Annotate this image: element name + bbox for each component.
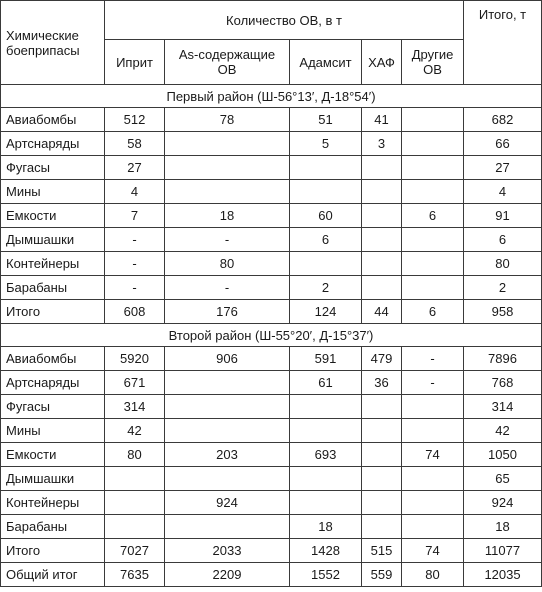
table-cell (402, 419, 464, 443)
table-cell: 60 (290, 204, 362, 228)
table-cell: 11077 (464, 539, 542, 563)
table-cell: 2209 (165, 563, 290, 587)
table-row (1, 156, 542, 180)
table-cell: - (402, 347, 464, 371)
table-row (1, 276, 542, 300)
table-row (1, 491, 542, 515)
table-cell: 2033 (165, 539, 290, 563)
table-cell: 80 (105, 443, 165, 467)
table-cell (402, 108, 464, 132)
table-cell: 6 (290, 228, 362, 252)
table-cell (290, 156, 362, 180)
table-cell: 66 (464, 132, 542, 156)
table-cell: - (105, 276, 165, 300)
table-cell (362, 252, 402, 276)
table-cell: 41 (362, 108, 402, 132)
table-cell (362, 491, 402, 515)
table-row (1, 395, 542, 419)
table-row (1, 108, 542, 132)
row-label: Барабаны (1, 515, 105, 539)
table-cell (165, 419, 290, 443)
row-label: Фугасы (1, 156, 105, 180)
table-cell: 314 (105, 395, 165, 419)
table-cell (402, 156, 464, 180)
table-cell: 44 (362, 300, 402, 324)
row-label: Дымшашки (1, 467, 105, 491)
table-cell (362, 228, 402, 252)
row-label: Контейнеры (1, 252, 105, 276)
table-cell (165, 180, 290, 204)
table-cell (362, 276, 402, 300)
table-cell: 924 (165, 491, 290, 515)
agent-header-yperite: Иприт (105, 40, 165, 85)
agent-header-other: Другие ОВ (402, 40, 464, 85)
table-cell (290, 467, 362, 491)
table-cell: 36 (362, 371, 402, 395)
table-row (1, 204, 542, 228)
table-cell (290, 180, 362, 204)
table-cell (290, 491, 362, 515)
table-row (1, 563, 542, 587)
table-cell: 6 (402, 204, 464, 228)
table-cell: 7 (105, 204, 165, 228)
row-label: Авиабомбы (1, 347, 105, 371)
table-cell: 5 (290, 132, 362, 156)
table-cell: - (165, 228, 290, 252)
table-cell (105, 491, 165, 515)
table-cell: 7027 (105, 539, 165, 563)
row-label: Авиабомбы (1, 108, 105, 132)
table-row (1, 180, 542, 204)
section-title: Второй район (Ш-55°20′, Д-15°37′) (1, 324, 542, 347)
table-cell: - (105, 228, 165, 252)
agent-header-as: As-содержащие ОВ (165, 40, 290, 85)
table-cell: 18 (464, 515, 542, 539)
table-cell: 6 (464, 228, 542, 252)
table-cell: 479 (362, 347, 402, 371)
table-cell (362, 443, 402, 467)
table-cell: 4 (464, 180, 542, 204)
row-label: Мины (1, 419, 105, 443)
row-label: Емкости (1, 443, 105, 467)
table-cell (362, 156, 402, 180)
table-cell (362, 419, 402, 443)
table-cell (290, 395, 362, 419)
table-cell: - (165, 276, 290, 300)
table-cell: - (402, 371, 464, 395)
table-cell (105, 467, 165, 491)
total-header: Итого, т (464, 1, 542, 85)
table-cell: 80 (165, 252, 290, 276)
table-cell (165, 467, 290, 491)
table-cell (290, 252, 362, 276)
table-cell: 51 (290, 108, 362, 132)
table-cell: 4 (105, 180, 165, 204)
table-cell (165, 156, 290, 180)
table-cell: 58 (105, 132, 165, 156)
row-label: Общий итог (1, 563, 105, 587)
table-cell (402, 252, 464, 276)
table-cell: 80 (402, 563, 464, 587)
munitions-header: Химические боеприпасы (1, 1, 105, 85)
table-cell: 27 (464, 156, 542, 180)
table-row (1, 467, 542, 491)
table-cell: 124 (290, 300, 362, 324)
section-row (1, 324, 542, 347)
table-cell (362, 395, 402, 419)
table-row (1, 515, 542, 539)
agent-header-haf: ХАФ (362, 40, 402, 85)
table-cell: 6 (402, 300, 464, 324)
table-cell (362, 204, 402, 228)
row-label: Барабаны (1, 276, 105, 300)
table-cell: 515 (362, 539, 402, 563)
row-label: Мины (1, 180, 105, 204)
table-cell (402, 228, 464, 252)
table-cell (402, 491, 464, 515)
row-label: Дымшашки (1, 228, 105, 252)
table-cell (362, 467, 402, 491)
table-cell: 7896 (464, 347, 542, 371)
table-cell: 5920 (105, 347, 165, 371)
table-cell: 12035 (464, 563, 542, 587)
table-cell: 80 (464, 252, 542, 276)
table-cell (362, 515, 402, 539)
table-cell (165, 395, 290, 419)
table-cell: 512 (105, 108, 165, 132)
section-title: Первый район (Ш-56°13′, Д-18°54′) (1, 85, 542, 108)
table-cell: 18 (165, 204, 290, 228)
table-cell: 176 (165, 300, 290, 324)
table-cell: 18 (290, 515, 362, 539)
table-cell: 91 (464, 204, 542, 228)
table-cell: 74 (402, 539, 464, 563)
table-cell (402, 395, 464, 419)
table-cell (105, 515, 165, 539)
table-cell (165, 371, 290, 395)
table-cell: 958 (464, 300, 542, 324)
table-row (1, 132, 542, 156)
table-cell (402, 180, 464, 204)
table-cell: 682 (464, 108, 542, 132)
table-cell (362, 180, 402, 204)
table-row (1, 300, 542, 324)
table-cell: 591 (290, 347, 362, 371)
table-cell: 608 (105, 300, 165, 324)
row-label: Артснаряды (1, 371, 105, 395)
table-cell (165, 515, 290, 539)
section-row (1, 85, 542, 108)
row-label: Итого (1, 539, 105, 563)
table-cell: 1050 (464, 443, 542, 467)
table-cell (402, 515, 464, 539)
table-cell: 2 (290, 276, 362, 300)
table-cell: 74 (402, 443, 464, 467)
table-cell: 693 (290, 443, 362, 467)
table-cell (402, 276, 464, 300)
table-cell: 671 (105, 371, 165, 395)
table-cell (402, 467, 464, 491)
row-label: Итого (1, 300, 105, 324)
row-label: Емкости (1, 204, 105, 228)
agent-header-adamsite: Адамсит (290, 40, 362, 85)
table-row (1, 539, 542, 563)
table-row (1, 347, 542, 371)
table-cell: 1428 (290, 539, 362, 563)
quantity-header: Количество ОВ, в т (105, 1, 464, 40)
row-label: Фугасы (1, 395, 105, 419)
table-row (1, 419, 542, 443)
table-row (1, 252, 542, 276)
table-cell: 2 (464, 276, 542, 300)
table-row (1, 228, 542, 252)
table-cell: 314 (464, 395, 542, 419)
table-cell (290, 419, 362, 443)
table-cell: 1552 (290, 563, 362, 587)
table-cell (165, 132, 290, 156)
table-row (1, 443, 542, 467)
table-cell: 768 (464, 371, 542, 395)
table-cell: 42 (105, 419, 165, 443)
table-cell: 61 (290, 371, 362, 395)
table-cell: 65 (464, 467, 542, 491)
table-cell: 78 (165, 108, 290, 132)
table-cell: 906 (165, 347, 290, 371)
table-cell: 3 (362, 132, 402, 156)
row-label: Контейнеры (1, 491, 105, 515)
table-cell: 203 (165, 443, 290, 467)
table-cell: - (105, 252, 165, 276)
table-cell: 7635 (105, 563, 165, 587)
table-row (1, 371, 542, 395)
table-cell: 27 (105, 156, 165, 180)
table-cell (402, 132, 464, 156)
table-cell: 559 (362, 563, 402, 587)
table-cell: 42 (464, 419, 542, 443)
table-cell: 924 (464, 491, 542, 515)
row-label: Артснаряды (1, 132, 105, 156)
